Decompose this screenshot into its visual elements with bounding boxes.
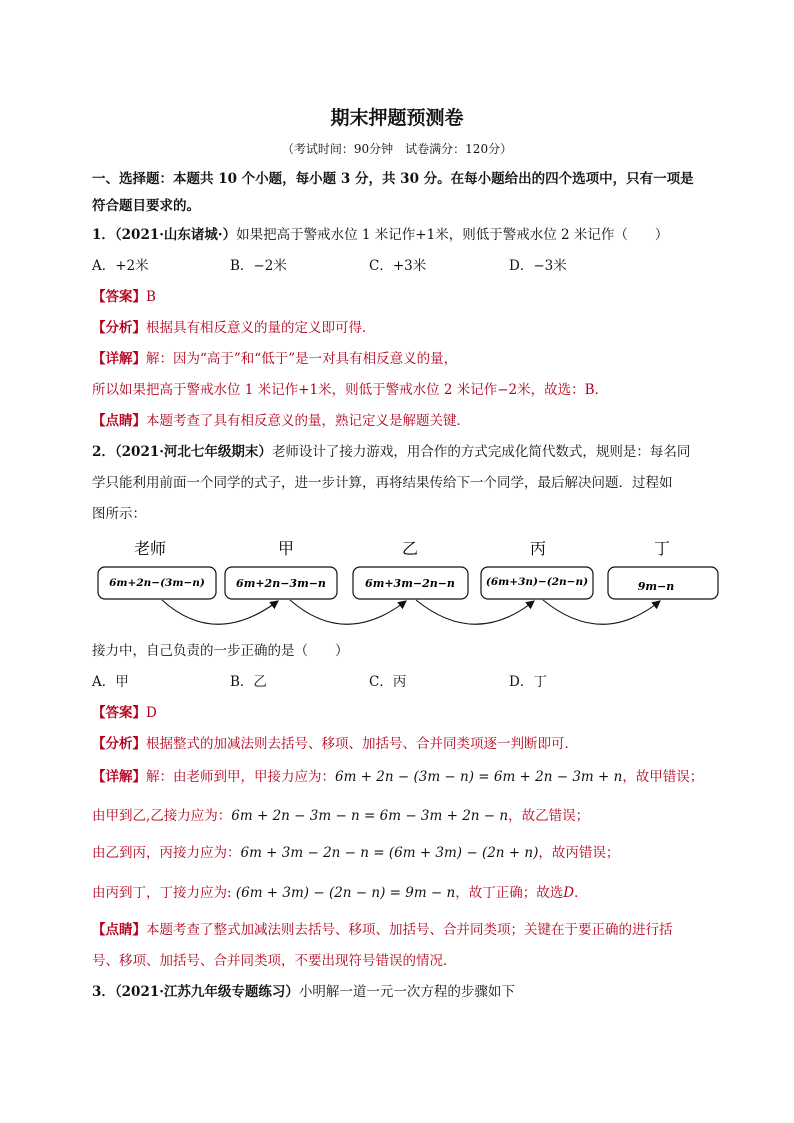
q2-detail1-end: ，故甲错误； (622, 769, 704, 785)
q1-detail-line2: 所以如果把高于警戒水位 1 米记作+1米，则低于警戒水位 2 米记作−2米，故选：B． (92, 382, 609, 398)
q2-detail3-math: 6m + 3m − 2n − n = (6m + 3m) − (2n + n) (240, 845, 539, 861)
q1-option-b: B．−2米 (230, 258, 287, 274)
q2-detail1-text: 解：由老师到甲，甲接力应为： (146, 769, 335, 785)
q2-stem-line1 (92, 442, 690, 462)
relay-name-bing: 丙 (529, 539, 547, 558)
q2-answer (92, 703, 157, 723)
q2-detail2-math: 6m + 2n − 3m − n = 6m − 3m + 2n − n (231, 808, 509, 824)
relay-expr-jia: 6m+2n−3m−n (236, 577, 326, 590)
relay-diagram (90, 530, 730, 630)
answer-tag: 【答案】 (92, 289, 146, 305)
q2-number: 2． (92, 444, 115, 460)
relay-name-ding: 丁 (653, 539, 671, 558)
relay-name-yi: 乙 (401, 539, 419, 558)
relay-expr-ding: 9m−n (637, 580, 675, 593)
detail-tag: 【详解】 (92, 351, 146, 367)
q2-analysis-text: 根据整式的加减法则去括号、移项、加括号、合并同类项逐一判断即可． (146, 736, 578, 752)
q1-comment-text: 本题考查了具有相反意义的量，熟记定义是解题关键． (146, 413, 470, 429)
q2-stem-line3: 图所示： (92, 506, 146, 522)
q3-stem (92, 982, 515, 1002)
q1-analysis (92, 318, 376, 338)
q2-detail4-end: ，故丁正确；故选 (455, 885, 564, 901)
q1-comment (92, 411, 470, 431)
q1-number: 1． (92, 227, 115, 243)
analysis-tag: 【分析】 (92, 320, 146, 336)
detail-tag: 【详解】 (92, 769, 146, 785)
q1-option-a: A．+2米 (92, 258, 149, 274)
q1-source: （2021·山东诸城·） (114, 227, 237, 243)
relay-expr-yi: 6m+3m−2n−n (365, 577, 455, 590)
q1-option-c: C．+3米 (369, 258, 427, 274)
relay-arrow-3 (416, 600, 534, 624)
q2-detail-line2 (92, 806, 589, 826)
q1-analysis-text: 根据具有相反意义的量的定义即可得． (146, 320, 376, 336)
q2-stem-text1: 老师设计了接力游戏，用合作的方式完成化简代数式，规则是：每名同 (271, 444, 691, 460)
q3-source: （2021·江苏九年级专题练习） (114, 984, 299, 1000)
q2-detail2-end: ，故乙错误； (508, 808, 590, 824)
comment-tag: 【点睛】 (92, 413, 146, 429)
section-heading-line1: 一、选择题：本题共 10 个小题，每小题 3 分，共 30 分。在每小题给出的四个选项中，只有一项是 (92, 171, 694, 187)
relay-expr-bing: (6m+3n)−(2n−n) (485, 576, 589, 588)
q1-answer-value: B (146, 289, 156, 305)
q2-detail-line4 (92, 883, 588, 903)
q2-detail1-math: 6m + 2n − (3m − n) = 6m + 2n − 3m + n (335, 769, 623, 785)
relay-arrow-4 (543, 600, 660, 624)
q1-stem (92, 225, 668, 245)
answer-tag: 【答案】 (92, 705, 146, 721)
exam-info: （考试时间：90分钟 试卷满分：120分） (281, 142, 513, 156)
q2-detail2-text: 由甲到乙,乙接力应为： (92, 808, 232, 824)
relay-expr-teacher: 6m+2n−(3m−n) (109, 577, 205, 589)
q3-number: 3． (92, 984, 115, 1000)
q1-stem-text: 如果把高于警戒水位 1 米记作+1米，则低于警戒水位 2 米记作（ ） (236, 227, 669, 243)
q2-detail3-text: 由乙到丙，丙接力应为： (92, 845, 241, 861)
q1-answer (92, 287, 156, 307)
q2-answer-value: D (146, 705, 157, 721)
relay-name-jia: 甲 (277, 539, 295, 558)
q1-option-d: D．−3米 (509, 258, 567, 274)
q2-stem-line2: 学只能利用前面一个同学的式子，进一步计算，再将结果传给下一个同学，最后解决问题．过程如 (92, 475, 673, 491)
relay-arrow-2 (290, 600, 406, 624)
q2-option-a: A．甲 (92, 674, 129, 690)
comment-tag: 【点睛】 (92, 922, 146, 938)
q2-comment-line2: 号、移项、加括号、合并同类项，不要出现符号错误的情况． (92, 953, 457, 969)
q2-detail4-text: 由丙到丁，丁接力应为: (92, 885, 236, 901)
q2-source: （2021·河北七年级期末） (114, 444, 272, 460)
q2-detail-line1 (92, 767, 703, 787)
analysis-tag: 【分析】 (92, 736, 146, 752)
q2-question: 接力中，自己负责的一步正确的是（ ） (92, 643, 349, 659)
q2-analysis (92, 734, 578, 754)
q1-detail-text1: 解：因为“高于”和“低于”是一对具有相反意义的量， (146, 351, 458, 367)
q2-detail4-math: (6m + 3m) − (2n − n) = 9m − n (235, 885, 456, 901)
q2-comment-line1 (92, 920, 673, 940)
q2-detail4-period: ． (574, 885, 588, 901)
q2-detail3-end: ，故丙错误； (538, 845, 620, 861)
q3-stem-text: 小明解一道一元一次方程的步骤如下 (298, 984, 515, 1000)
q2-detail-line3 (92, 843, 619, 863)
relay-name-teacher: 老师 (133, 539, 167, 558)
relay-arrow-1 (162, 600, 278, 624)
q2-comment-text1: 本题考查了整式加减法则去括号、移项、加括号、合并同类项；关键在于要正确的进行括 (146, 922, 673, 938)
q1-detail-line1 (92, 349, 457, 369)
q2-option-d: D．丁 (509, 674, 547, 690)
section-heading-line2: 符合题目要求的。 (92, 198, 200, 214)
page-title: 期末押题预测卷 (330, 107, 464, 129)
q2-option-b: B．乙 (230, 674, 267, 690)
q2-option-c: C．丙 (369, 674, 407, 690)
q2-detail4-choice: D (563, 885, 575, 901)
